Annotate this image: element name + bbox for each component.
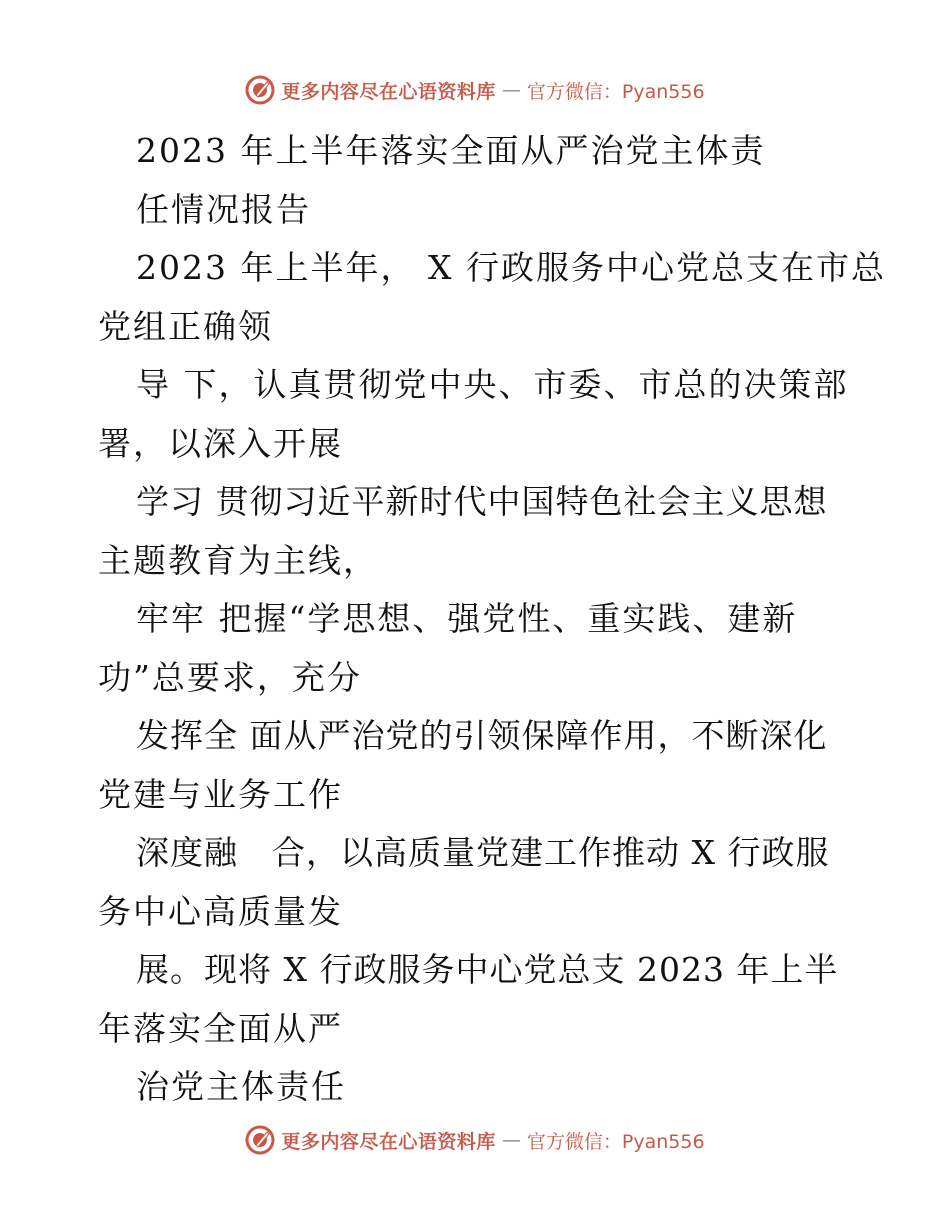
- paragraph-line: 深度融 合，以高质量党建工作推动 X 行政服: [136, 833, 830, 872]
- document-body: [98, 122, 886, 1117]
- header-watermark: [0, 70, 950, 110]
- watermark-separator: —: [501, 79, 521, 101]
- watermark-promo-text: 更多内容尽在心语资料库: [281, 1130, 496, 1153]
- paragraph-line: 功”总要求，充分: [98, 657, 362, 697]
- paragraph-line: 党组正确领: [98, 306, 273, 346]
- title-line-2: 任情况报告: [136, 189, 311, 229]
- paragraph-line: 2023 年上半年， X 行政服务中心党总支在市总: [136, 248, 886, 287]
- watermark-separator: —: [501, 1129, 521, 1151]
- paragraph-line: 牢牢 把握“学思想、强党性、重实践、建新: [136, 599, 798, 638]
- paragraph-line: 发挥全 面从严治党的引领保障作用，不断深化: [136, 716, 828, 755]
- pen-seal-icon: [245, 1125, 275, 1155]
- paragraph-line: 年落实全面从严: [98, 1008, 343, 1048]
- footer-watermark: [0, 1120, 950, 1160]
- paragraph-line: 署，以深入开展: [98, 423, 343, 463]
- paragraph-line: 主题教育为主线，: [98, 540, 378, 580]
- paragraph-line: 展。现将 X 行政服务中心党总支 2023 年上半: [136, 950, 839, 989]
- watermark-account-text: 官方微信：Pyan556: [526, 80, 705, 103]
- watermark-account-text: 官方微信：Pyan556: [526, 1130, 705, 1153]
- paragraph-line: 党建与业务工作: [98, 774, 343, 814]
- watermark-promo-text: 更多内容尽在心语资料库: [281, 80, 496, 103]
- paragraph-line: 务中心高质量发: [98, 891, 343, 931]
- title-line-1: 2023 年上半年落实全面从严治党主体责: [136, 131, 766, 170]
- paragraph-line: 导 下，认真贯彻党中央、市委、市总的决策部: [136, 365, 849, 404]
- paragraph-line: 治党主体责任: [136, 1067, 346, 1106]
- paragraph-line: 学习 贯彻习近平新时代中国特色社会主义思想: [136, 482, 828, 521]
- pen-seal-icon: [245, 75, 275, 105]
